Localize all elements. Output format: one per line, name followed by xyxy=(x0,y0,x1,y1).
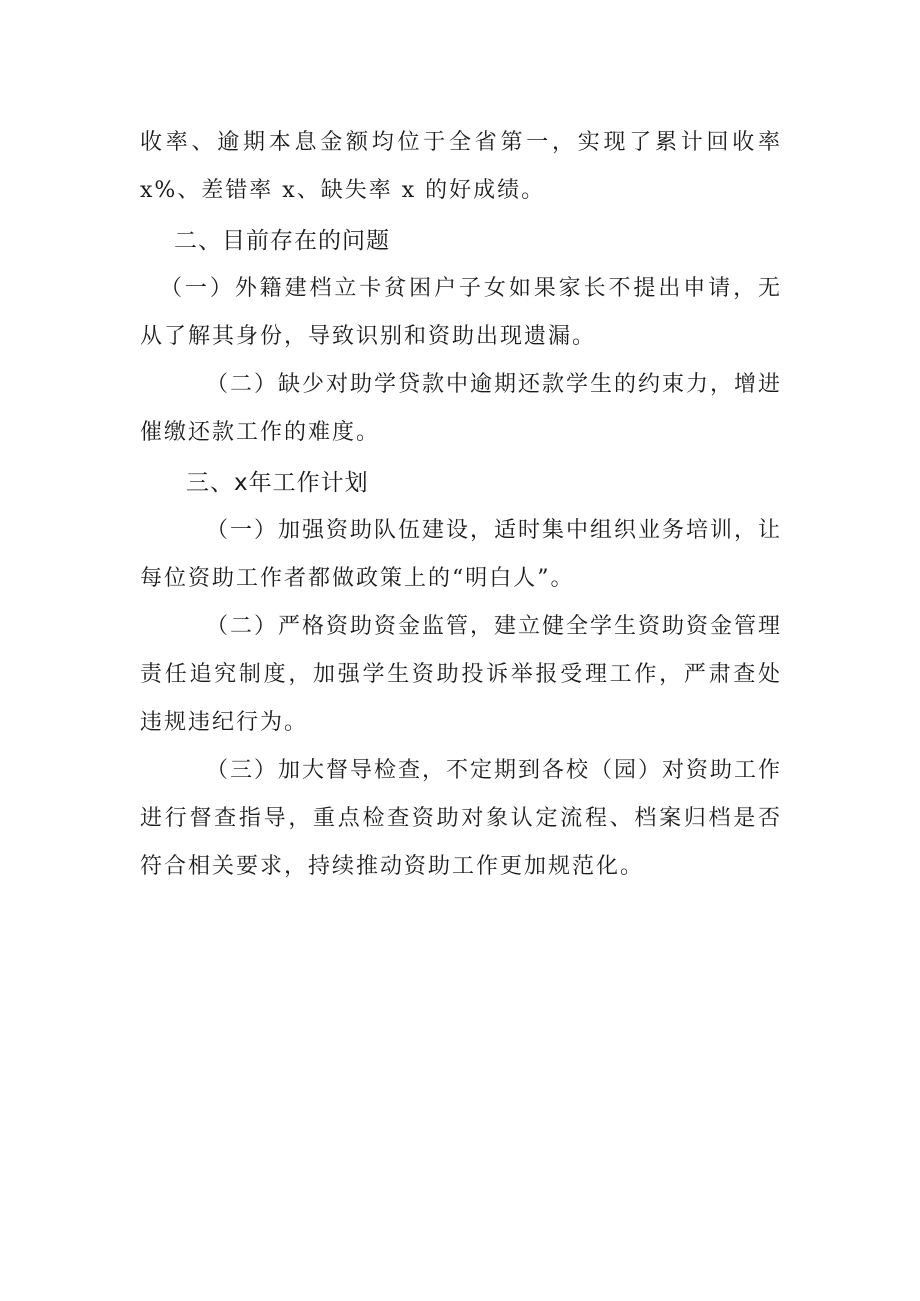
document-body xyxy=(140,119,782,891)
problem-item-2: （二）缺少对助学贷款中逾期还款学生的约束力，增进催缴还款工作的难度。 xyxy=(140,372,783,445)
section-heading-problems: 二、目前存在的问题 xyxy=(174,228,390,254)
plan-item-3: （三）加大督导检查，不定期到各校（园）对资助工作进行督查指导，重点检查资助对象认定流程、档案归档是否符合相关要求，持续推动资助工作更加规范化。 xyxy=(140,758,783,879)
plan-item-1: （一）加强资助队伍建设，适时集中组织业务培训，让每位资助工作者都做政策上的“明白人”。 xyxy=(140,518,783,591)
continuation-paragraph: 收率、逾期本息金额均位于全省第一，实现了累计回收率 x%、差错率 x、缺失率 x 的好成绩。 xyxy=(140,130,782,203)
plan-item-2: （二）严格资助资金监管，建立健全学生资助资金管理责任追究制度，加强学生资助投诉举报受理工作，严肃查处违规违纪行为。 xyxy=(140,614,783,735)
section-heading-plan: 三、x年工作计划 xyxy=(186,470,369,496)
problem-item-1: （一）外籍建档立卡贫困户子女如果家长不提出申请，无从了解其身份，导致识别和资助出现遗漏。 xyxy=(140,276,782,349)
